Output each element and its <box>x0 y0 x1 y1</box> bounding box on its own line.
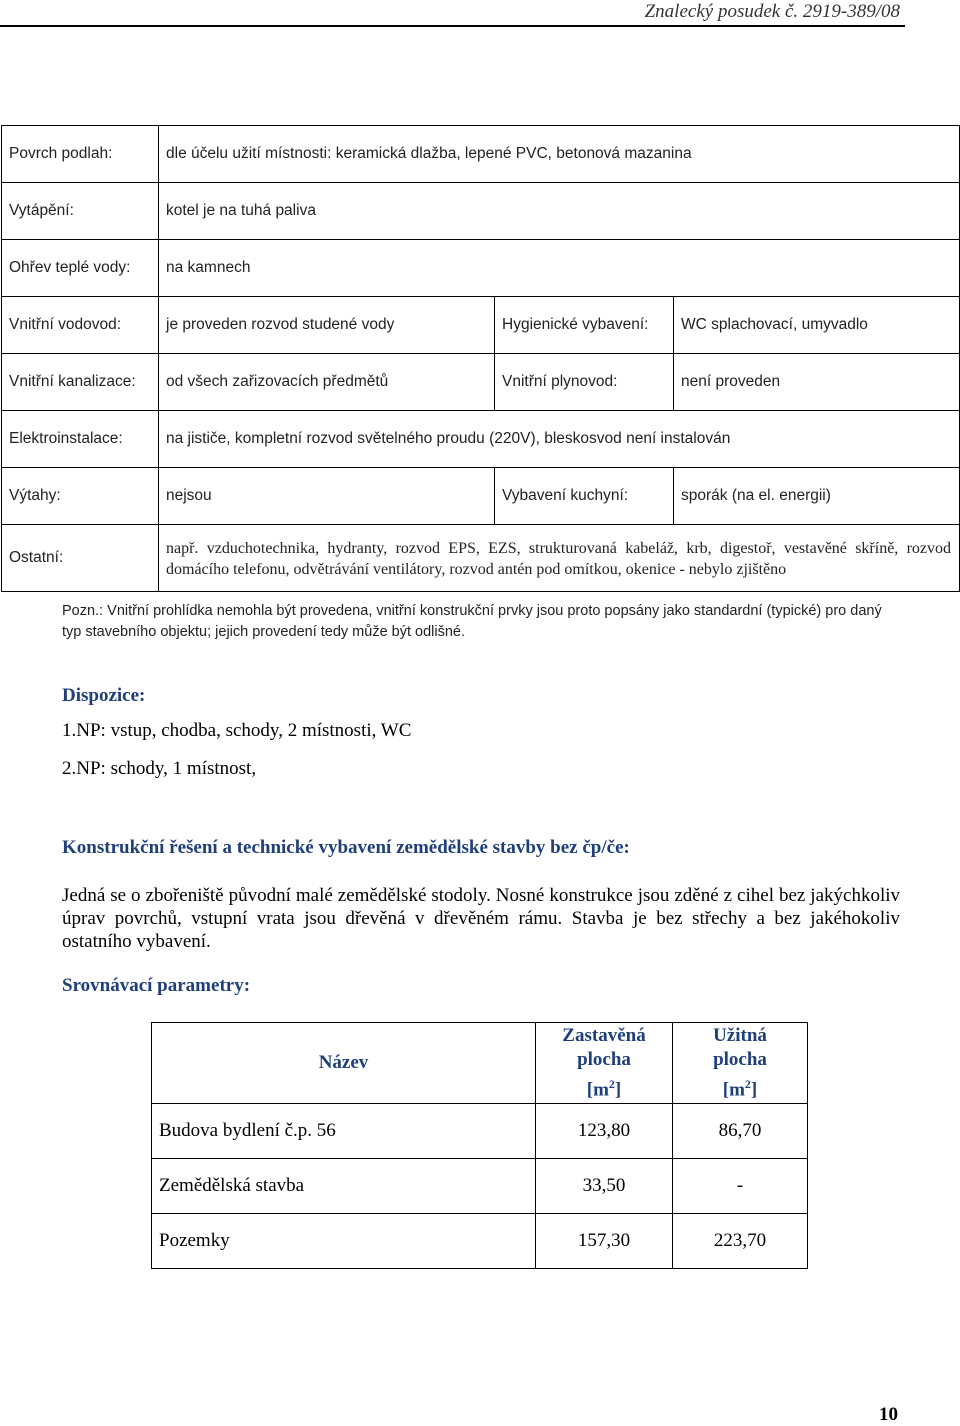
cell-zastavena: 157,30 <box>536 1214 673 1269</box>
row-label: Ostatní: <box>2 525 159 592</box>
column-header-zastavena: Zastavěná plocha $[m^2]$ <box>536 1023 673 1104</box>
table-header-row <box>152 1023 808 1104</box>
konstrukce-heading: Konstrukční řešení a technické vybavení zemědělské stavby bez čp/če: <box>62 837 630 858</box>
document-header: Znalecký posudek č. 2919-389/08 <box>644 1 900 22</box>
row-label: Vnitřní vodovod: <box>2 297 159 354</box>
row-value: na jističe, kompletní rozvod světelného proudu (220V), bleskosvod není instalován <box>159 411 960 468</box>
parameters-table <box>151 1022 808 1269</box>
cell-uzitna: 86,70 <box>673 1104 808 1159</box>
table-row <box>152 1214 808 1269</box>
row-value: na kamnech <box>159 240 960 297</box>
konstrukce-text: Jedná se o zbořeniště původní malé zemědělské stodoly. Nosné konstrukce jsou zděné z cihel bez jakýchkoliv úprav povrchů, vstupní vrata jsou dřevěná v dřevěném rámu. Stavba je bez střechy a bez jakéhokoliv ostatního vybavení. <box>62 885 900 952</box>
note-text: : Vnitřní prohlídka nemohla být provedena, vnitřní konstrukční prvky jsou proto popsány jako standardní (typické) pro daný typ stavebního objektu; jejich provedení tedy může být odlišné. <box>62 603 882 640</box>
row-label: Vytápění: <box>2 183 159 240</box>
table-row <box>2 411 960 468</box>
row-value: např. vzduchotechnika, hydranty, rozvod EPS, EZS, strukturovaná kabeláž, krb, digestoř, vestavěné skříně, rozvod domácího telefonu, odvětrávání ventilátory, rozvod antén pod omítkou, okenice - nebylo zjištěno <box>159 525 960 592</box>
row-label: Povrch podlah: <box>2 126 159 183</box>
row-value: dle účelu užití místnosti: keramická dlažba, lepené PVC, betonová mazanina <box>159 126 960 183</box>
dispozice-heading: Dispozice: <box>62 685 146 706</box>
dispozice-line: 2.NP: schody, 1 místnost, <box>62 758 257 779</box>
table-row <box>2 468 960 525</box>
row-value-2: není proveden <box>674 354 960 411</box>
row-value: kotel je na tuhá paliva <box>159 183 960 240</box>
cell-uzitna: - <box>673 1159 808 1214</box>
row-label: Elektroinstalace: <box>2 411 159 468</box>
row-label: Ohřev teplé vody: <box>2 240 159 297</box>
cell-zastavena: 123,80 <box>536 1104 673 1159</box>
table-row <box>152 1159 808 1214</box>
row-value: od všech zařizovacích předmětů <box>159 354 495 411</box>
cell-name: Pozemky <box>152 1214 536 1269</box>
cell-uzitna: 223,70 <box>673 1214 808 1269</box>
row-label-2: Vnitřní plynovod: <box>495 354 674 411</box>
row-value-2: sporák (na el. energii) <box>674 468 960 525</box>
row-label: Výtahy: <box>2 468 159 525</box>
cell-name: Zemědělská stavba <box>152 1159 536 1214</box>
page-number: 10 <box>879 1404 898 1425</box>
row-value: nejsou <box>159 468 495 525</box>
table-row <box>2 183 960 240</box>
row-label-2: Hygienické vybavení: <box>495 297 674 354</box>
table-row <box>2 240 960 297</box>
table-row <box>152 1104 808 1159</box>
cell-name: Budova bydlení č.p. 56 <box>152 1104 536 1159</box>
column-header-name: Název <box>152 1023 536 1104</box>
row-value: je proveden rozvod studené vody <box>159 297 495 354</box>
srovnavaci-heading: Srovnávací parametry: <box>62 975 251 996</box>
column-header-uzitna: Užitná plocha $[m^2]$ <box>673 1023 808 1104</box>
table-row <box>2 297 960 354</box>
table-row <box>2 126 960 183</box>
table-row <box>2 354 960 411</box>
row-label: Vnitřní kanalizace: <box>2 354 159 411</box>
note-prefix: Pozn. <box>62 603 100 619</box>
row-value-2: WC splachovací, umyvadlo <box>674 297 960 354</box>
dispozice-line: 1.NP: vstup, chodba, schody, 2 místnosti, WC <box>62 720 412 741</box>
cell-zastavena: 33,50 <box>536 1159 673 1214</box>
technical-equipment-table <box>1 125 960 592</box>
note <box>62 601 904 643</box>
header-rule <box>0 25 905 27</box>
row-label-2: Vybavení kuchyní: <box>495 468 674 525</box>
table-row <box>2 525 960 592</box>
